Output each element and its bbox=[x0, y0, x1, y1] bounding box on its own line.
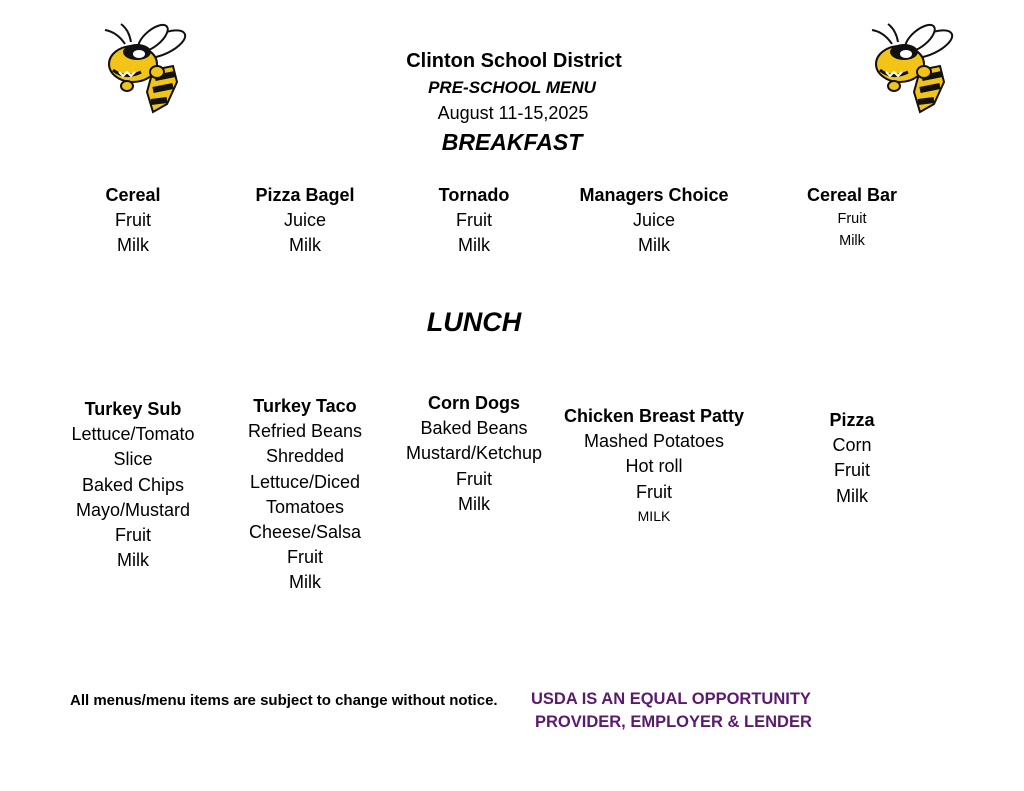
menu-dates: August 11-15,2025 bbox=[437, 103, 589, 123]
lunch-side-item: Mayo/Mustard bbox=[75, 499, 191, 520]
school-name: Clinton School District bbox=[406, 50, 622, 72]
breakfast-side-item: Milk bbox=[637, 235, 670, 256]
yellow-jacket-mascot-icon bbox=[95, 22, 195, 118]
breakfast-side-item: Juice bbox=[632, 210, 676, 231]
breakfast-day-4 bbox=[579, 183, 728, 259]
lunch-day-4 bbox=[564, 404, 744, 527]
usda-line-1: USDA IS AN EQUAL OPPORTUNITY bbox=[531, 690, 811, 708]
lunch-side-item: Milk bbox=[457, 493, 490, 514]
breakfast-main-item: Tornado bbox=[438, 185, 510, 205]
lunch-day-2 bbox=[248, 394, 362, 596]
lunch-day-3 bbox=[406, 391, 542, 517]
breakfast-side-item: Milk bbox=[458, 235, 490, 256]
breakfast-side-item: Milk bbox=[839, 233, 865, 250]
lunch-side-item: Slice bbox=[113, 449, 153, 470]
breakfast-day-1 bbox=[105, 183, 160, 259]
lunch-side-item: Milk bbox=[836, 485, 868, 506]
lunch-main-item: Turkey Taco bbox=[253, 396, 357, 416]
lunch-side-item: Baked Beans bbox=[420, 418, 528, 439]
lunch-side-item: Fruit bbox=[455, 468, 492, 489]
lunch-side-item: Milk bbox=[116, 550, 149, 571]
lunch-side-item: Tomatoes bbox=[265, 496, 345, 517]
lunch-heading: LUNCH bbox=[426, 307, 522, 337]
breakfast-side-item: Juice bbox=[283, 210, 327, 231]
usda-statement bbox=[531, 688, 812, 734]
lunch-side-item: Mashed Potatoes bbox=[583, 431, 725, 452]
breakfast-heading: BREAKFAST bbox=[441, 129, 583, 155]
lunch-side-item: Fruit bbox=[114, 525, 151, 546]
lunch-side-item: Corn bbox=[832, 435, 872, 456]
lunch-side-item: Lettuce/Tomato bbox=[71, 424, 195, 445]
breakfast-side-item: Fruit bbox=[114, 210, 151, 231]
breakfast-main-item: Managers Choice bbox=[579, 185, 729, 205]
yellow-jacket-mascot-icon bbox=[862, 22, 962, 118]
breakfast-main-item: Cereal bbox=[105, 185, 161, 205]
lunch-day-1 bbox=[71, 397, 194, 573]
breakfast-side-item: Fruit bbox=[837, 211, 867, 228]
breakfast-side-item: Fruit bbox=[456, 210, 492, 231]
breakfast-day-5 bbox=[807, 183, 897, 252]
lunch-side-item: MILK bbox=[637, 507, 671, 524]
lunch-side-item: Baked Chips bbox=[81, 474, 185, 495]
lunch-side-item: Mustard/Ketchup bbox=[405, 443, 543, 464]
lunch-side-item: Lettuce/Diced bbox=[249, 471, 361, 492]
breakfast-side-item: Milk bbox=[116, 235, 149, 256]
lunch-side-item: Fruit bbox=[834, 460, 870, 481]
lunch-main-item: Corn Dogs bbox=[427, 393, 520, 413]
breakfast-side-item: Milk bbox=[288, 235, 321, 256]
breakfast-main-item: Cereal Bar bbox=[806, 185, 898, 205]
usda-line-2: PROVIDER, EMPLOYER & LENDER bbox=[535, 713, 812, 731]
breakfast-day-2 bbox=[255, 183, 354, 259]
menu-title: PRE-SCHOOL MENU bbox=[428, 78, 596, 97]
lunch-side-item: Hot roll bbox=[625, 456, 683, 477]
lunch-side-item: Shredded bbox=[265, 446, 345, 467]
change-notice: All menus/menu items are subject to change without notice. bbox=[70, 692, 498, 709]
lunch-day-5 bbox=[829, 408, 874, 509]
lunch-main-item: Turkey Sub bbox=[84, 399, 182, 419]
lunch-side-item: Fruit bbox=[286, 547, 323, 568]
lunch-main-item: Chicken Breast Patty bbox=[563, 406, 745, 426]
lunch-side-item: Fruit bbox=[635, 481, 672, 502]
lunch-side-item: Refried Beans bbox=[247, 421, 363, 442]
breakfast-main-item: Pizza Bagel bbox=[255, 185, 355, 205]
breakfast-day-3 bbox=[439, 183, 510, 259]
lunch-main-item: Pizza bbox=[829, 410, 875, 430]
lunch-side-item: Cheese/Salsa bbox=[248, 522, 362, 543]
lunch-side-item: Milk bbox=[288, 572, 321, 593]
